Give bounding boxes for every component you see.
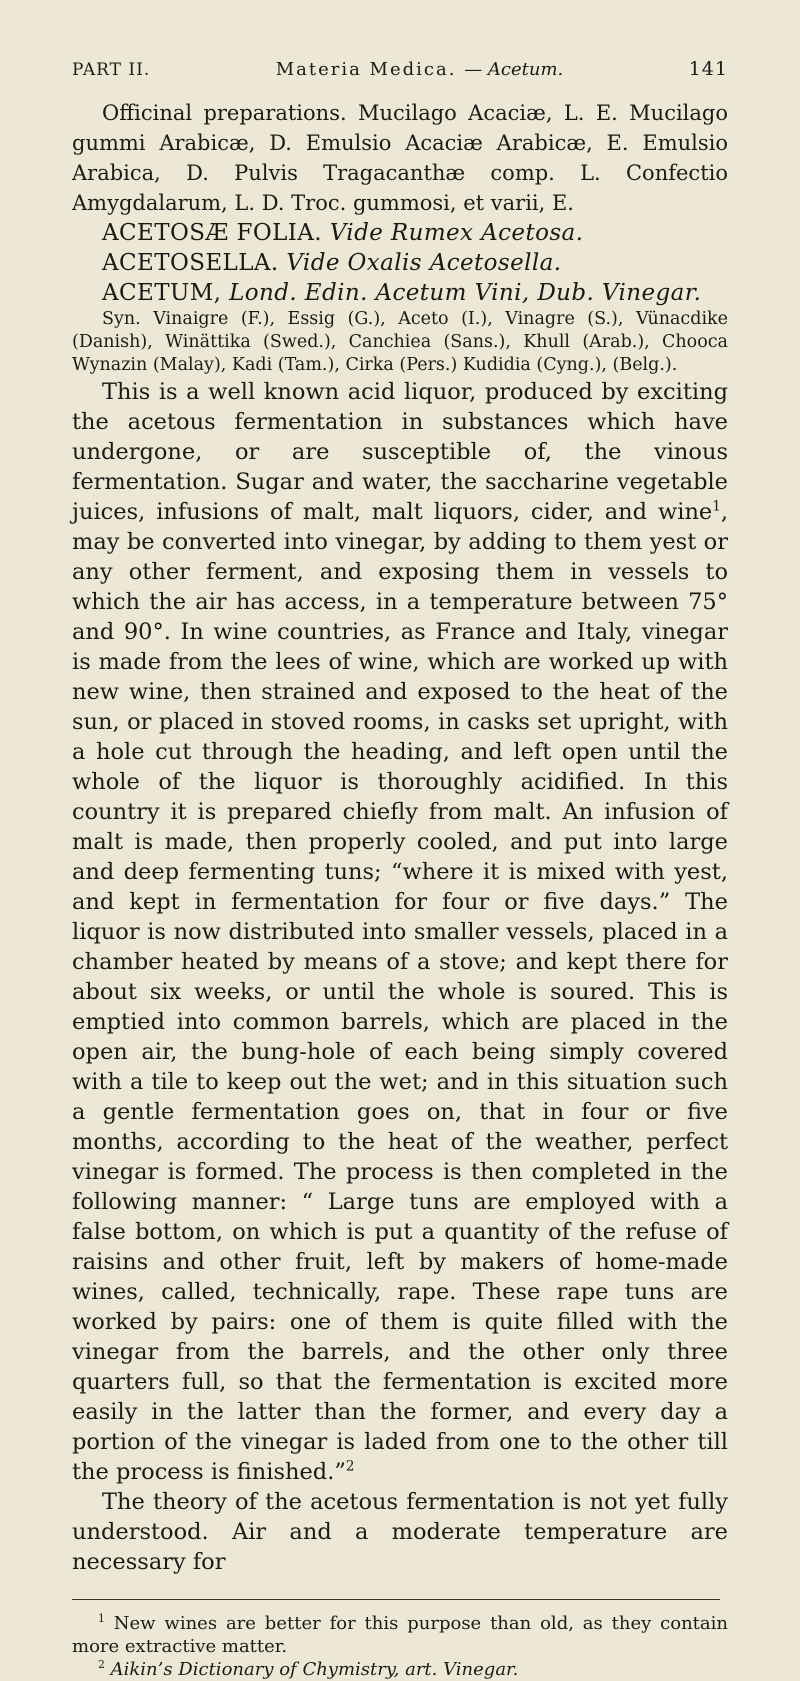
footnote-divider: [72, 1599, 720, 1600]
page-number: 141: [688, 58, 728, 80]
running-title: [276, 59, 564, 80]
footnote-text: New wines are better for this purpose than old, as they contain more extractive matter.: [72, 1613, 728, 1657]
entry-ref: Vide Oxalis Acetosella.: [286, 250, 562, 276]
running-head: [72, 58, 728, 80]
footnote-mark: 1: [98, 1612, 105, 1625]
entry-ref: Lond. Edin. Acetum Vini, Dub. Vinegar.: [229, 280, 702, 306]
entry-name: ACETUM,: [102, 280, 222, 306]
body-paragraph-2: The theory of the acetous fermentation is not yet fully understood. Air and a moderate temperature are necessary for: [72, 1489, 728, 1575]
entry-acetosae: [72, 218, 728, 248]
footnote-1: [72, 1612, 728, 1658]
entry-name: ACETOSÆ FOLIA.: [102, 220, 322, 246]
running-title-caps: Materia Medica.: [275, 59, 457, 80]
entry-acetosella: [72, 248, 728, 278]
body-text-b: , may be converted into vinegar, by adding to them yest or any other ferment, and exposing them in vessels to which the air has access, in a temperature between 75° and 90°. In wine countries, as France and Italy, vinegar is made from the lees of wine, which are worked up with new wine, then strained and exposed to the heat of the sun, or placed in stoved rooms, in casks set upright, with a hole cut through the heading, and left open until the whole of the liquor is thoroughly acidified. In this country it is prepared chiefly from malt. An infusion of malt is made, then properly cooled, and put into large and deep fermenting tuns; “where it is mixed with yest, and kept in fermentation for four or five days.” The liquor is now distributed into smaller vessels, placed in a chamber heated by means of a stove; and kept there for about six weeks, or until the whole is soured. This is emptied into common barrels, which are placed in the open air, the bung-hole of each being simply covered with a tile to keep out the wet; and in this situation such a gentle fermentation goes on, that in four or five months, according to the heat of the weather, perfect vinegar is formed. The process is then completed in the following manner: “ Large tuns are employed with a false bottom, on which is put a quantity of the refuse of raisins and other fruit, left by makers of home-made wines, called, technically, rape. These rape tuns are worked by pairs: one of them is quite filled with the vinegar from the barrels, and the other only three quarters full, so that the fermentation is excited more easily in the latter than the former, and every day a portion of the vinegar is laded from one to the other till the process is finished.”: [72, 499, 728, 1485]
body-text-a: This is a well known acid liquor, produced by exciting the acetous fermentation in substances which have undergone, or are susceptible of, the vinous fermentation. Sugar and water, the saccharine vegetable juices, infusions of malt, malt liquors, cider, and wine: [72, 379, 728, 525]
running-title-italic: — Acetum.: [464, 59, 564, 80]
footnote-mark: 2: [98, 1658, 105, 1671]
officinal-preparations: Officinal preparations. Mucilago Acaciæ, L. E. Mucilago gummi Arabicæ, D. Emulsio Acaciæ Arabicæ, E. Emulsio Arabica, D. Pulvis Tragacanthæ comp. L. Confectio Amygdalarum, L. D. Troc. gummosi, et varii, E.: [72, 101, 728, 215]
footnote-ref-2[interactable]: 2: [345, 1458, 355, 1475]
footnote-2: [72, 1658, 728, 1681]
footnote-text: Aikin’s Dictionary of Chymistry, art. Vinegar.: [110, 1659, 519, 1680]
body-paragraph-1: [72, 377, 728, 1487]
footnote-ref-1[interactable]: 1: [712, 498, 721, 515]
entry-ref: Vide Rumex Acetosa.: [329, 220, 584, 246]
entry-name: ACETOSELLA.: [102, 250, 279, 276]
entry-acetum: [72, 278, 728, 308]
part-label: PART II.: [72, 60, 151, 80]
synonyms: Syn. Vinaigre (F.), Essig (G.), Aceto (I.), Vinagre (S.), Vünacdike (Danish), Winättika (Swed.), Canchiea (Sans.), Khull (Arab.), Chooca Wynazin (Malay), Kadi (Tam.), Cirka (Pers.) Kudidia (Cyng.), (Belg.).: [72, 309, 728, 375]
